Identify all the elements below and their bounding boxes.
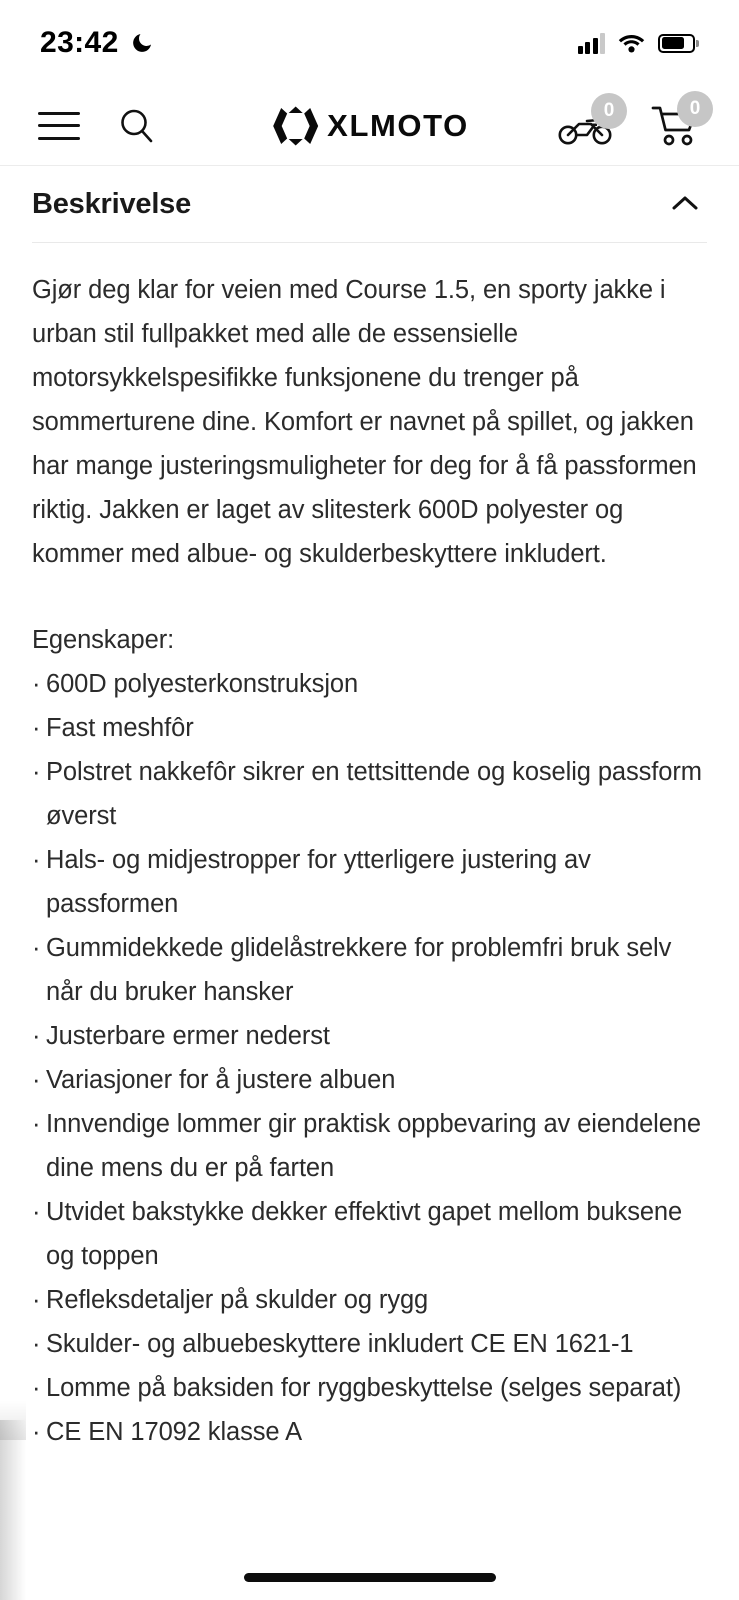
bullet-marker: ·	[32, 1110, 41, 1138]
section-divider	[32, 242, 707, 243]
feature-list-item	[32, 1322, 707, 1366]
content-spacer	[32, 576, 707, 618]
bullet-marker: ·	[32, 714, 41, 742]
feature-list-item	[32, 662, 707, 706]
feature-list-item-label: 600D polyesterkonstruksjon	[46, 670, 359, 698]
status-time: 23:42	[40, 26, 119, 59]
bullet-marker: ·	[32, 1286, 41, 1314]
xlmoto-logo[interactable]	[270, 104, 469, 148]
bullet-marker: ·	[32, 1022, 41, 1050]
features-list	[32, 662, 707, 1454]
search-icon[interactable]	[118, 107, 156, 145]
status-bar-left	[40, 28, 154, 58]
bullet-marker: ·	[32, 1418, 41, 1446]
moon-icon	[130, 31, 154, 55]
feature-list-item	[32, 1058, 707, 1102]
description-section-header[interactable]	[0, 166, 739, 242]
hamburger-menu-icon[interactable]	[38, 112, 80, 140]
app-header	[0, 86, 739, 166]
description-content	[0, 268, 739, 1454]
app-header-left	[0, 107, 156, 145]
feature-list-item	[32, 838, 707, 926]
feature-list-item	[32, 1102, 707, 1190]
cart-badge-count: 0	[677, 91, 713, 127]
feature-list-item-label: Fast meshfôr	[46, 714, 194, 742]
bullet-marker: ·	[32, 670, 41, 698]
bullet-marker: ·	[32, 1066, 41, 1094]
description-intro: Gjør deg klar for veien med Course 1.5, en sporty jakke i urban stil fullpakket med alle de essensielle motorsykkelspesifikke funksjonene du trenger på sommerturene dine. Komfort er navnet på spillet, og jakken har mange justeringsmuligheter for deg for å få passformen riktig. Jakken er laget av slitesterk 600D polyester og kommer med albue- og skulderbeskyttere inkludert.	[32, 276, 697, 568]
feature-list-item-label: Variasjoner for å justere albuen	[46, 1066, 396, 1094]
feature-list-item	[32, 1410, 707, 1454]
chevron-up-icon[interactable]	[665, 184, 705, 224]
feature-list-item-label: Skulder- og albuebeskyttere inkludert CE EN 1621-1	[46, 1330, 634, 1358]
feature-list-item-label: Refleksdetaljer på skulder og rygg	[46, 1286, 429, 1314]
feature-list-item-label: Gummidekkede glidelåstrekkere for problemfri bruk selv når du bruker hansker	[46, 934, 672, 1006]
feature-list-item	[32, 1366, 707, 1410]
cart-button[interactable]	[651, 98, 701, 148]
battery-icon	[658, 34, 695, 53]
app-header-right	[557, 98, 739, 148]
feature-list-item	[32, 706, 707, 750]
feature-list-item	[32, 1278, 707, 1322]
garage-badge-count: 0	[591, 93, 627, 129]
feature-list-item	[32, 750, 707, 838]
home-indicator[interactable]	[244, 1573, 496, 1582]
feature-list-item-label: Polstret nakkefôr sikrer en tettsittende og koselig passform øverst	[46, 758, 702, 830]
feature-list-item-label: Justerbare ermer nederst	[46, 1022, 330, 1050]
feature-list-item	[32, 1190, 707, 1278]
feature-list-item-label: Utvidet bakstykke dekker effektivt gapet mellom buksene og toppen	[46, 1198, 683, 1270]
xlmoto-diamond-logo-icon	[270, 104, 320, 148]
features-heading: Egenskaper:	[32, 626, 175, 654]
bullet-marker: ·	[32, 934, 41, 962]
wifi-icon	[618, 33, 645, 53]
bullet-marker: ·	[32, 846, 41, 874]
bullet-marker: ·	[32, 1330, 41, 1358]
feature-list-item	[32, 1014, 707, 1058]
status-bar-right	[578, 32, 696, 54]
feature-list-item-label: Hals- og midjestropper for ytterligere justering av passformen	[46, 846, 591, 918]
bullet-marker: ·	[32, 1198, 41, 1226]
feature-list-item-label: CE EN 17092 klasse A	[46, 1418, 302, 1446]
logo-text: XLMOTO	[327, 108, 469, 143]
feature-list-item-label: Lomme på baksiden for ryggbeskyttelse (selges separat)	[46, 1374, 682, 1402]
page-title: Beskrivelse	[32, 187, 192, 220]
signal-bars-icon	[578, 32, 606, 54]
garage-button[interactable]	[557, 100, 615, 146]
feature-list-item	[32, 926, 707, 1014]
bullet-marker: ·	[32, 1374, 41, 1402]
status-bar	[0, 0, 739, 86]
feature-list-item-label: Innvendige lommer gir praktisk oppbevaring av eiendelene dine mens du er på farten	[46, 1110, 701, 1182]
bullet-marker: ·	[32, 758, 41, 786]
